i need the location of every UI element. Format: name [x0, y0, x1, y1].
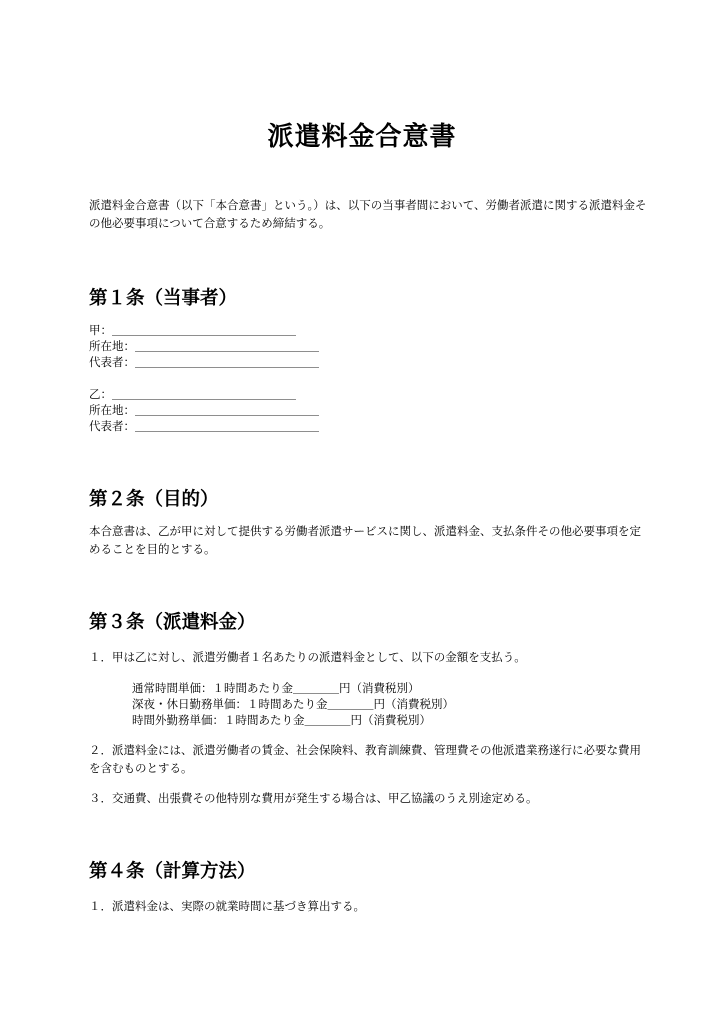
- party-a-address-field: 所在地：＿＿＿＿＿＿＿＿＿＿＿＿＿＿＿＿: [89, 339, 319, 353]
- party-b-address-field: 所在地：＿＿＿＿＿＿＿＿＿＿＿＿＿＿＿＿: [89, 403, 319, 417]
- article-3-item-2: ２．派遣料金には、派遣労働者の賃金、社会保険料、教育訓練費、管理費その他派遣業務遂行に必要な費用を含むものとする。: [89, 743, 641, 775]
- article-4-heading: 第４条（計算方法）: [89, 861, 256, 882]
- article-3-item-1: １．甲は乙に対し、派遣労働者１名あたりの派遣料金として、以下の金額を支払う。: [89, 650, 526, 664]
- article-1-heading: 第１条（当事者）: [89, 288, 238, 309]
- article-3-item-3: ３．交通費、出張費その他特別な費用が発生する場合は、甲乙協議のうえ別途定める。: [89, 791, 538, 805]
- party-a-representative-field: 代表者：＿＿＿＿＿＿＿＿＿＿＿＿＿＿＿＿: [89, 355, 319, 369]
- article-2-heading: 第２条（目的）: [89, 489, 219, 510]
- party-a-name-field: 甲：＿＿＿＿＿＿＿＿＿＿＿＿＿＿＿＿: [89, 323, 296, 337]
- intro-paragraph: 派遣料金合意書（以下「本合意書」という。）は、以下の当事者間において、労働者派遣に関する派遣料金その他必要事項について合意するため締結する。: [89, 198, 647, 230]
- party-b-representative-field: 代表者：＿＿＿＿＿＿＿＿＿＿＿＿＿＿＿＿: [89, 419, 319, 433]
- rate-overtime: 時間外勤務単価：１時間あたり金＿＿＿＿円（消費税別）: [132, 713, 431, 727]
- article-3-heading: 第３条（派遣料金）: [89, 612, 256, 633]
- rate-regular: 通常時間単価：１時間あたり金＿＿＿＿円（消費税別）: [132, 681, 420, 695]
- party-b-name-field: 乙：＿＿＿＿＿＿＿＿＿＿＿＿＿＿＿＿: [89, 387, 296, 401]
- document-title: 派遣料金合意書: [267, 122, 457, 152]
- article-2-body: 本合意書は、乙が甲に対して提供する労働者派遣サービスに関し、派遣料金、支払条件その他必要事項を定めることを目的とする。: [89, 524, 641, 556]
- rate-night-holiday: 深夜・休日勤務単価：１時間あたり金＿＿＿＿円（消費税別）: [132, 697, 454, 711]
- article-4-item-1: １．派遣料金は、実際の就業時間に基づき算出する。: [89, 899, 365, 913]
